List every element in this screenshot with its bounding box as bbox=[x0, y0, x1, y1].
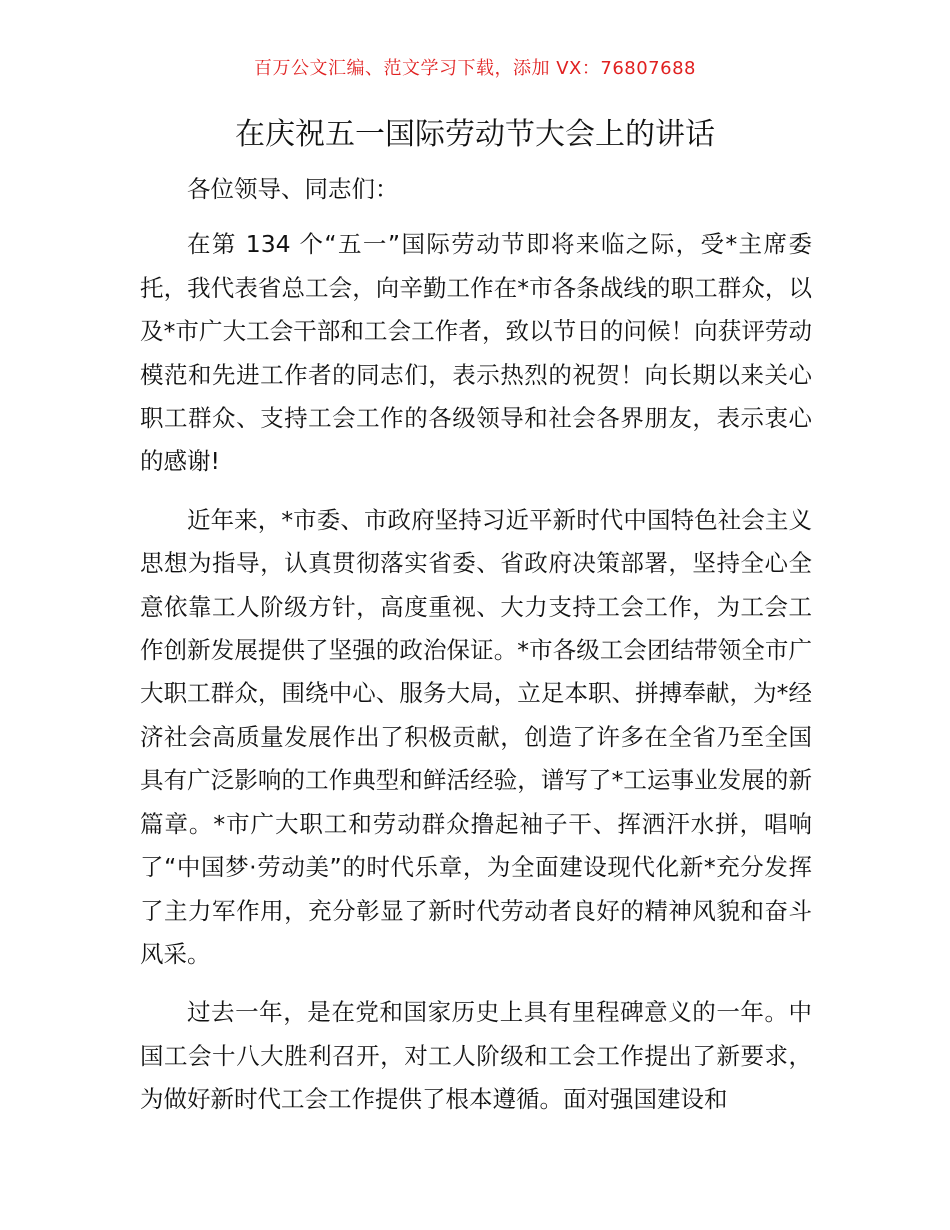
body-paragraph-2: 近年来，*市委、市政府坚持习近平新时代中国特色社会主义思想为指导，认真贯彻落实省委、省政府决策部署，坚持全心全意依靠工人阶级方针，高度重视、大力支持工会工作，为工会工作创新发展提供了坚强的政治保证。*市各级工会团结带领全市广大职工群众，围绕中心、服务大局，立足本职、拼搏奉献，为*经济社会高质量发展作出了积极贡献，创造了许多在全省乃至全国具有广泛影响的工作典型和鲜活经验，谱写了*工运事业发展的新篇章。*市广大职工和劳动群众撸起袖子干、挥洒汗水拼，唱响了“中国梦·劳动美”的时代乐章，为全面建设现代化新*充分发挥了主力军作用，充分彰显了新时代劳动者良好的精神风貌和奋斗风采。 bbox=[140, 505, 812, 968]
body-paragraph-1: 在第 134 个“五一”国际劳动节即将来临之际，受*主席委托，我代表省总工会，向辛勤工作在*市各条战线的职工群众，以及*市广大工会干部和工会工作者，致以节日的问候！向获评劳动模范和先进工作者的同志们，表示热烈的祝贺！向长期以来关心职工群众、支持工会工作的各级领导和社会各界朋友，表示衷心的感谢! bbox=[140, 230, 812, 476]
salutation: 各位领导、同志们： bbox=[187, 175, 399, 203]
document-title: 在庆祝五一国际劳动节大会上的讲话 bbox=[235, 117, 715, 152]
body-paragraph-3: 过去一年，是在党和国家历史上具有里程碑意义的一年。中国工会十八大胜利召开，对工人阶级和工会工作提出了新要求，为做好新时代工会工作提供了根本遵循。面对强国建设和 bbox=[140, 998, 812, 1114]
document-body bbox=[140, 168, 812, 1137]
watermark-header: 百万公文汇编、范文学习下载，添加 VX：76807688 bbox=[254, 58, 696, 79]
